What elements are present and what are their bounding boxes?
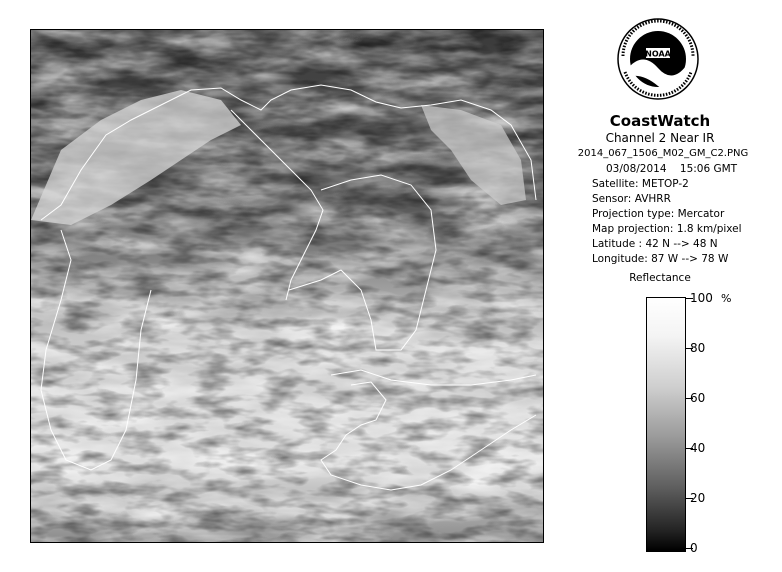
meta-value: 42 N --> 48 N xyxy=(645,238,718,250)
satellite-map-svg xyxy=(31,30,543,542)
meta-projection-type xyxy=(592,208,724,221)
svg-text:NOAA: NOAA xyxy=(645,49,671,59)
meta-label: Projection type: xyxy=(592,208,675,220)
meta-label: Map projection: xyxy=(592,223,674,235)
meta-label: Longitude: xyxy=(592,253,648,265)
meta-label: Latitude : xyxy=(592,238,643,250)
colorbar-tick-label: 80 xyxy=(690,341,706,355)
meta-value: METOP-2 xyxy=(641,178,689,190)
meta-satellite xyxy=(592,178,689,191)
meta-latitude xyxy=(592,238,718,251)
datetime xyxy=(606,163,737,176)
colorbar-tick-label: 40 xyxy=(690,441,706,455)
time-value: 15:06 GMT xyxy=(679,163,738,175)
colorbar-title: Reflectance xyxy=(629,272,691,284)
meta-label: Satellite: xyxy=(592,178,639,190)
noaa-logo xyxy=(615,16,701,102)
meta-sensor xyxy=(592,193,671,206)
channel-label: Channel 2 Near IR xyxy=(605,131,715,145)
colorbar-tick-label: 100 xyxy=(690,291,713,305)
meta-value: 87 W --> 78 W xyxy=(651,253,729,265)
meta-map-projection xyxy=(592,223,742,236)
colorbar-tick-label: 60 xyxy=(690,391,706,405)
meta-longitude xyxy=(592,253,728,266)
meta-value: 1.8 km/pixel xyxy=(676,223,742,235)
date-value: 03/08/2014 xyxy=(606,163,667,175)
brand-title: CoastWatch xyxy=(609,112,711,130)
colorbar-unit: % xyxy=(721,292,732,305)
satellite-image xyxy=(30,29,544,543)
colorbar-tick-label: 0 xyxy=(690,541,698,555)
filename: 2014_067_1506_M02_GM_C2.PNG xyxy=(577,148,749,159)
colorbar xyxy=(646,297,686,552)
colorbar-tick-label: 20 xyxy=(690,491,706,505)
meta-value: AVHRR xyxy=(634,193,671,205)
meta-label: Sensor: xyxy=(592,193,632,205)
meta-value: Mercator xyxy=(677,208,725,220)
